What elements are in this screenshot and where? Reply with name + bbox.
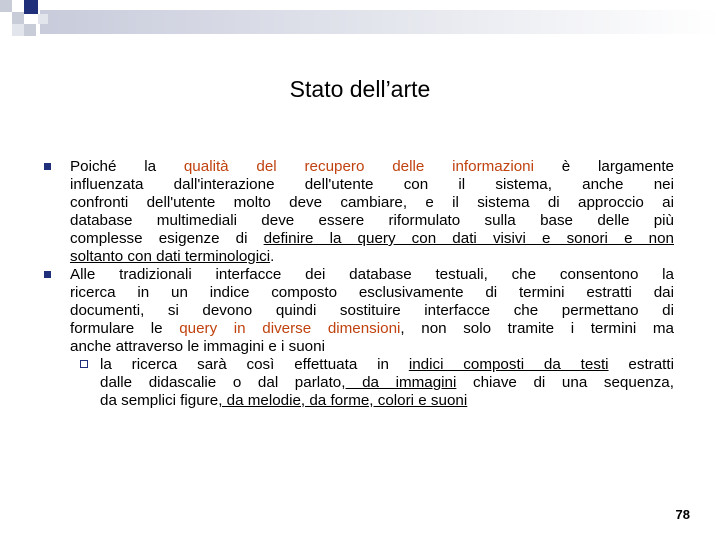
bullet-2-line-1: Alle tradizionali interfacce dei database testuali, che consentono la	[70, 266, 674, 283]
text-span: .	[270, 248, 275, 265]
underlined-text: soltanto con dati terminologici	[70, 248, 271, 265]
underlined-text: , da melodie, da forme, colori e suoni	[218, 392, 468, 409]
deco-square-6	[24, 24, 36, 36]
sub-line-3	[100, 392, 674, 410]
slide-body	[44, 158, 674, 410]
highlight-query: query in diverse dimensioni	[179, 320, 401, 337]
bullet-item-1	[44, 158, 674, 266]
hollow-square-bullet-icon	[80, 360, 88, 368]
text-span: è largamente	[533, 158, 675, 175]
bullet-item-2	[44, 266, 674, 410]
bullet-1-line-6	[70, 248, 674, 266]
deco-square-3	[24, 0, 38, 14]
bullet-1-line-5	[70, 230, 674, 248]
text-span: chiave di una sequenza	[456, 374, 670, 391]
bullet-2-line-4	[70, 320, 674, 338]
header-gradient-bar	[40, 10, 720, 34]
text-span: complesse esigenze di	[70, 230, 264, 247]
text-span: estratti	[608, 356, 674, 373]
bullet-1-line-1	[70, 158, 674, 176]
deco-square-8	[12, 24, 24, 36]
deco-square-7	[38, 14, 48, 24]
header-decoration	[0, 0, 720, 50]
text-span: la ricerca sarà così effettuata in	[100, 356, 409, 373]
deco-square-4	[0, 12, 12, 24]
bullet-1-line-4: database multimediali deve essere riformulato sulla base delle più	[70, 212, 674, 229]
deco-square-2	[12, 0, 24, 12]
square-bullet-icon	[44, 271, 51, 278]
sub-line-2	[100, 374, 674, 392]
underlined-text: , da immagini	[341, 374, 457, 391]
sub-line-1	[100, 356, 674, 374]
underlined-text: indici composti da testi	[408, 356, 609, 373]
bullet-1-line-2: influenzata dall'interazione dell'utente con il sistema, anche nei	[70, 176, 674, 193]
bullet-2-line-3: documenti, si devono quindi sostituire interfacce che permettano di	[70, 302, 674, 319]
square-bullet-icon	[44, 163, 51, 170]
text-span: , non solo tramite i termini ma	[400, 320, 674, 337]
slide-title: Stato dell’arte	[289, 76, 431, 102]
underlined-text: definire la query con dati visivi e sonori e non	[263, 230, 675, 247]
bullet-1-line-3: confronti dell'utente molto deve cambiare, e il sistema di approccio ai	[70, 194, 674, 211]
text-span: formulare le	[70, 320, 180, 337]
page-number: 78	[675, 507, 690, 522]
bullet-2-line-5: anche attraverso le immagini e i suoni	[70, 338, 325, 355]
sub-bullet-item	[70, 356, 674, 410]
highlight-quality: qualità del recupero delle informazioni	[183, 158, 534, 175]
text-span: Poiché la	[70, 158, 184, 175]
text-span: da semplici figure	[100, 392, 219, 409]
deco-square-1	[0, 0, 12, 12]
deco-square-5	[12, 12, 24, 24]
underlined-text: ,	[669, 374, 674, 391]
bullet-2-line-2: ricerca in un indice composto esclusivamente di termini estratti dai	[70, 284, 674, 301]
text-span: dalle didascalie o dal parlato	[100, 374, 342, 391]
